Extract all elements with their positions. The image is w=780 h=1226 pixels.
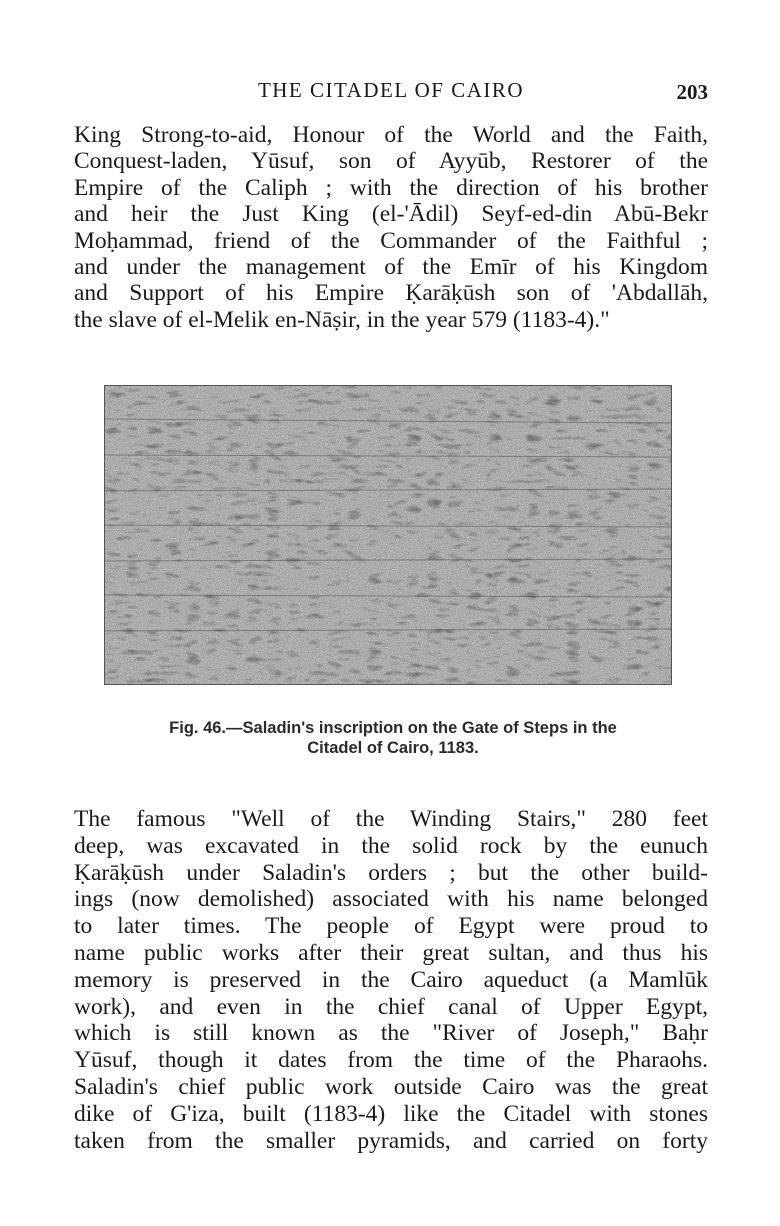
- text-line: Conquest-laden, Yūsuf, son of Ayyūb, Restorer of the: [74, 148, 708, 175]
- text-line: dike of G'iza, built (1183-4) like the Citadel with stones: [74, 1100, 708, 1127]
- text-line: and heir the Just King (el-'Ādil) Seyf-ed-din Abū-Bekr: [74, 201, 708, 228]
- text-line: taken from the smaller pyramids, and carried on forty: [74, 1127, 708, 1154]
- text-line: which is still known as the "River of Joseph," Baḥr: [74, 1020, 708, 1047]
- page-number: 203: [676, 80, 708, 104]
- text-line: memory is preserved in the Cairo aqueduct (a Mamlūk: [74, 966, 708, 993]
- page-header: [74, 78, 708, 108]
- text-line: ings (now demolished) associated with his name belonged: [74, 886, 708, 913]
- text-line: work), and even in the chief canal of Upper Egypt,: [74, 993, 708, 1020]
- text-line: The famous "Well of the Winding Stairs," 280 feet: [74, 806, 708, 832]
- text-line: the slave of el-Melik en-Nāṣir, in the year 579 (1183-4).": [74, 306, 610, 333]
- inscription-photo: [104, 385, 672, 685]
- text-line: to later times. The people of Egypt were proud to: [74, 913, 708, 940]
- caption-line: Fig. 46.—Saladin's inscription on the Gate of Steps in the: [169, 719, 617, 737]
- inscription-stone-image: [104, 385, 672, 685]
- running-head: THE CITADEL OF CAIRO: [257, 78, 525, 102]
- text-line: Saladin's chief public work outside Cairo was the great: [74, 1073, 708, 1100]
- text-line: and Support of his Empire Ḳarāḳūsh son of 'Abdallāh,: [74, 280, 708, 307]
- text-line: Yūsuf, though it dates from the time of the Pharaohs.: [74, 1047, 708, 1074]
- paragraph-well-of-winding-stairs: [74, 806, 708, 1154]
- caption-line: Citadel of Cairo, 1183.: [307, 739, 479, 757]
- text-line: Ḳarāḳūsh under Saladin's orders ; but the other build-: [74, 859, 708, 886]
- text-line: Empire of the Caliph ; with the direction of his brother: [74, 174, 708, 201]
- figure-caption: [80, 718, 706, 758]
- paragraph-inscription-text: [74, 122, 708, 333]
- text-line: name public works after their great sultan, and thus his: [74, 939, 708, 966]
- text-line: and under the management of the Emīr of his Kingdom: [74, 254, 708, 281]
- text-line: King Strong-to-aid, Honour of the World and the Faith,: [74, 122, 708, 148]
- text-line: deep, was excavated in the solid rock by the eunuch: [74, 832, 708, 859]
- text-line: Moḥammad, friend of the Commander of the Faithful ;: [74, 227, 708, 254]
